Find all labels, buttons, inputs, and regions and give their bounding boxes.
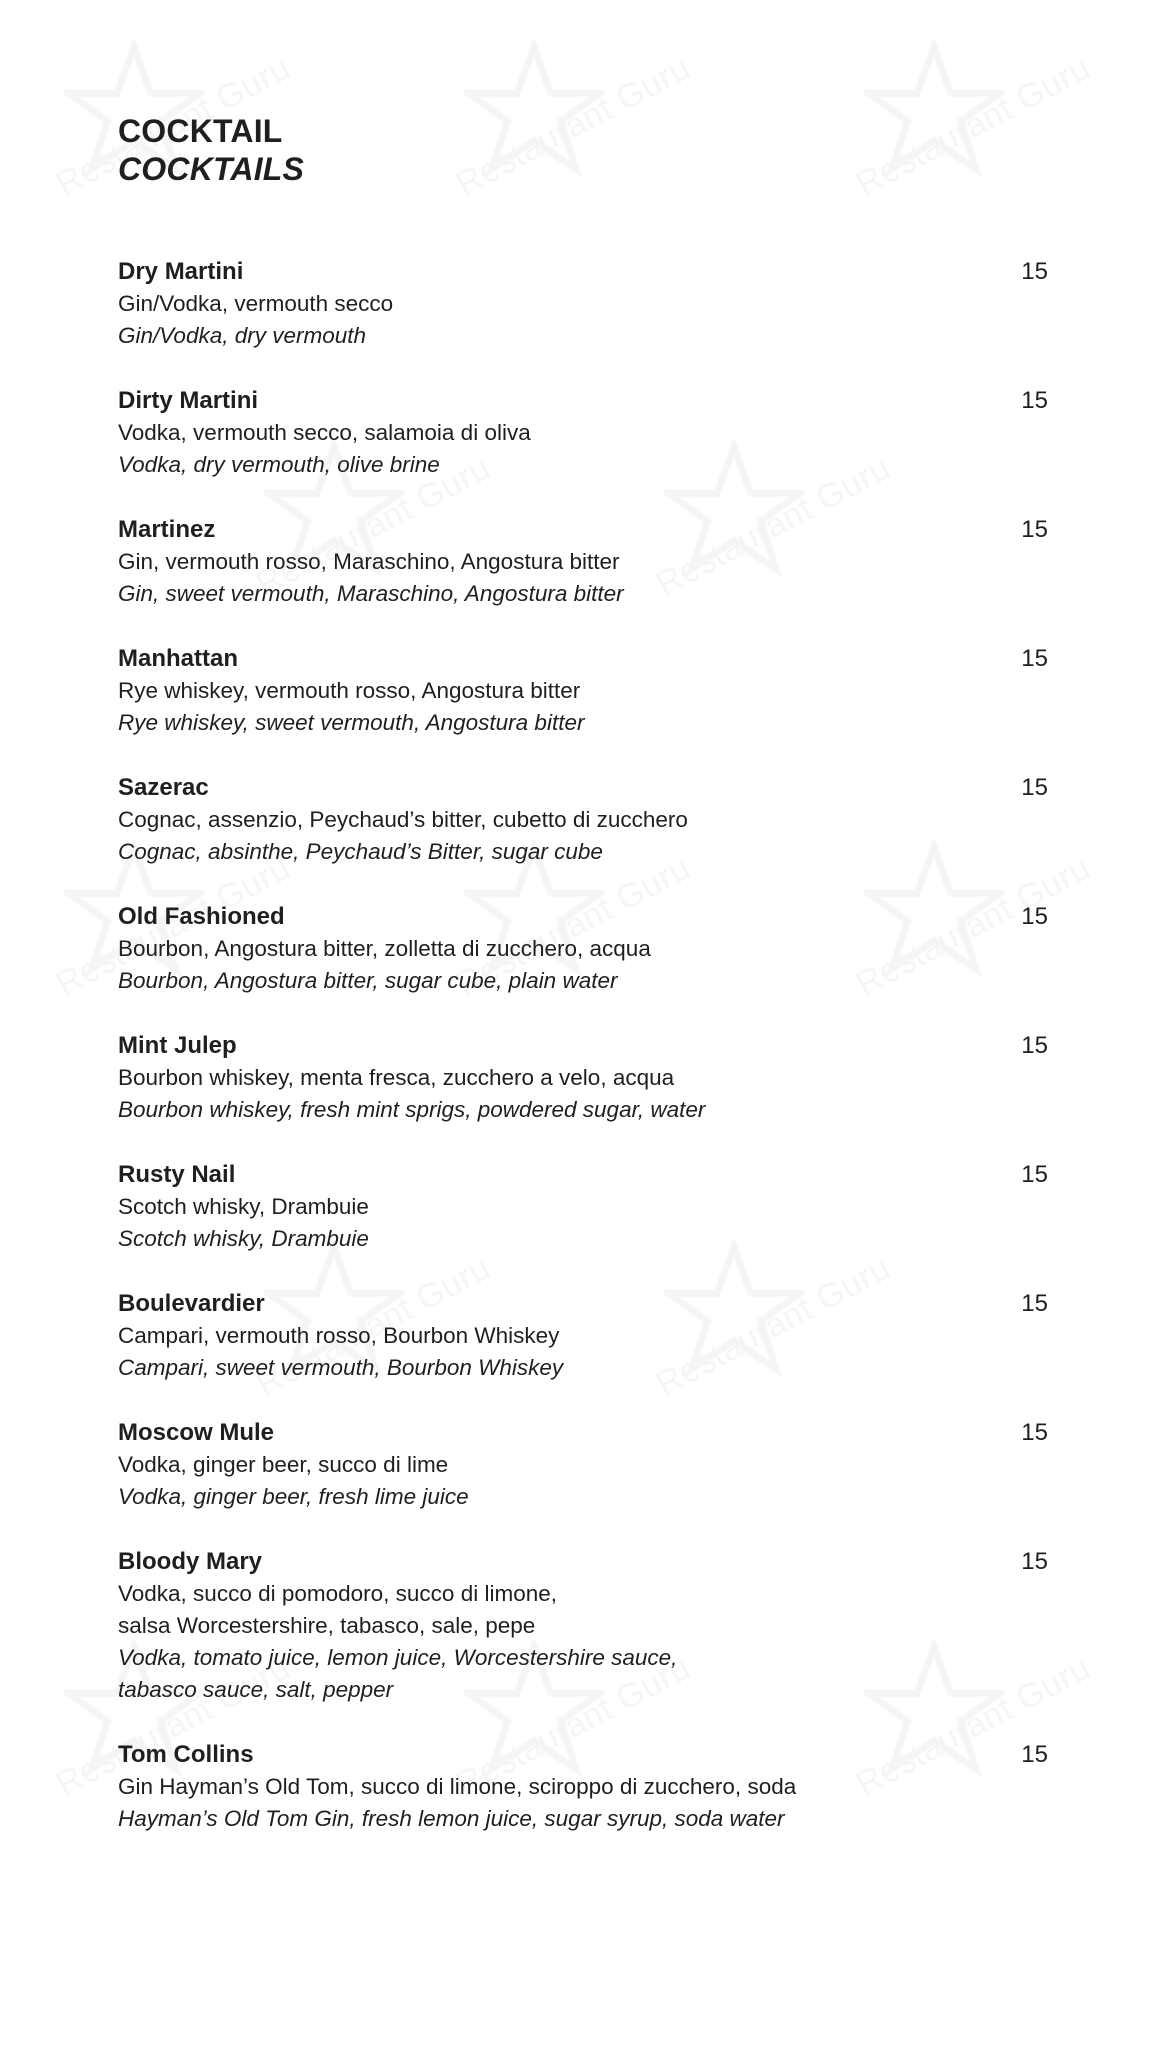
menu-item-name: Bloody Mary: [118, 1548, 263, 1575]
section-title-english: COCKTAILS: [118, 151, 305, 187]
menu-item-description-italian: [118, 933, 1048, 965]
description-line: Gin Hayman’s Old Tom, succo di limone, sciroppo di zucchero, soda: [118, 1774, 797, 1799]
description-line: tabasco sauce, salt, pepper: [118, 1677, 394, 1702]
menu-item-name: Rusty Nail: [118, 1161, 236, 1188]
menu-item-description-english: [118, 320, 1048, 352]
menu-item: [118, 385, 1048, 481]
description-line: Vodka, ginger beer, fresh lime juice: [118, 1484, 469, 1509]
menu-item-description-english: [118, 836, 1048, 868]
menu-item-description-english: [118, 578, 1048, 610]
menu-item-description-italian: [118, 804, 1048, 836]
menu-item-price: 15: [1021, 1419, 1048, 1446]
menu-item-description-italian: [118, 1320, 1048, 1352]
fork-star-icon: [864, 40, 1004, 180]
menu-item-description-italian: [118, 546, 1048, 578]
menu-item-description-english: [118, 449, 1048, 481]
menu-item: [118, 1288, 1048, 1384]
menu-item-description-english: [118, 1803, 1048, 1835]
description-line: Rye whiskey, sweet vermouth, Angostura bitter: [118, 710, 585, 735]
menu-item-price: 15: [1021, 516, 1048, 543]
menu-item-description-italian: [118, 1449, 1048, 1481]
menu-item-name: Mint Julep: [118, 1032, 237, 1059]
description-line: Bourbon whiskey, menta fresca, zucchero a velo, acqua: [118, 1065, 675, 1090]
menu-item-name: Martinez: [118, 516, 216, 543]
description-line: Campari, sweet vermouth, Bourbon Whiskey: [118, 1355, 564, 1380]
menu-item-name: Boulevardier: [118, 1290, 265, 1317]
menu-item: [118, 256, 1048, 352]
menu-item: [118, 1030, 1048, 1126]
menu-item-description-english: [118, 1642, 1048, 1706]
description-line: Hayman’s Old Tom Gin, fresh lemon juice, sugar syrup, soda water: [118, 1806, 785, 1831]
menu-item-description-english: [118, 1481, 1048, 1513]
menu-item-description-italian: [118, 675, 1048, 707]
menu-item-price: 15: [1021, 1032, 1048, 1059]
menu-item-description-italian: [118, 417, 1048, 449]
menu-item-name: Sazerac: [118, 774, 209, 801]
menu-item-name: Old Fashioned: [118, 903, 285, 930]
menu-item: [118, 1417, 1048, 1513]
menu-item: [118, 643, 1048, 739]
description-line: Bourbon, Angostura bitter, sugar cube, plain water: [118, 968, 618, 993]
description-line: Gin, sweet vermouth, Maraschino, Angostura bitter: [118, 581, 624, 606]
description-line: Cognac, absinthe, Peychaud’s Bitter, sugar cube: [118, 839, 603, 864]
menu-item-description-english: [118, 1352, 1048, 1384]
description-line: salsa Worcestershire, tabasco, sale, pepe: [118, 1613, 536, 1638]
menu-item-price: 15: [1021, 1290, 1048, 1317]
cocktail-list: [118, 256, 1048, 1868]
menu-item-price: 15: [1021, 1741, 1048, 1768]
description-line: Bourbon whiskey, fresh mint sprigs, powdered sugar, water: [118, 1097, 706, 1122]
description-line: Gin/Vodka, vermouth secco: [118, 291, 394, 316]
menu-item-description-english: [118, 1223, 1048, 1255]
menu-item-description-english: [118, 707, 1048, 739]
menu-item: [118, 1159, 1048, 1255]
menu-item-description-english: [118, 965, 1048, 997]
description-line: Vodka, succo di pomodoro, succo di limone,: [118, 1581, 557, 1606]
menu-item-description-italian: [118, 1771, 1048, 1803]
section-heading: [118, 112, 304, 188]
menu-item-price: 15: [1021, 1161, 1048, 1188]
menu-item: [118, 901, 1048, 997]
menu-item-description-italian: [118, 1062, 1048, 1094]
description-line: Vodka, tomato juice, lemon juice, Worcestershire sauce,: [118, 1645, 678, 1670]
menu-item: [118, 772, 1048, 868]
menu-item-price: 15: [1021, 645, 1048, 672]
menu-item-name: Manhattan: [118, 645, 238, 672]
menu-item: [118, 514, 1048, 610]
watermark-text: [850, 48, 1097, 204]
description-line: Gin/Vodka, dry vermouth: [118, 323, 367, 348]
description-line: Scotch whisky, Drambuie: [118, 1226, 369, 1251]
description-line: Vodka, vermouth secco, salamoia di oliva: [118, 420, 531, 445]
description-line: Vodka, ginger beer, succo di lime: [118, 1452, 449, 1477]
description-line: Cognac, assenzio, Peychaud’s bitter, cubetto di zucchero: [118, 807, 688, 832]
description-line: Campari, vermouth rosso, Bourbon Whiskey: [118, 1323, 560, 1348]
fork-star-icon: [464, 40, 604, 180]
menu-item-name: Dry Martini: [118, 258, 244, 285]
menu-item-description-italian: [118, 1578, 1048, 1642]
menu-item-price: 15: [1021, 1548, 1048, 1575]
menu-item-name: Moscow Mule: [118, 1419, 275, 1446]
description-line: Gin, vermouth rosso, Maraschino, Angostura bitter: [118, 549, 620, 574]
description-line: Vodka, dry vermouth, olive brine: [118, 452, 440, 477]
menu-item: [118, 1739, 1048, 1835]
menu-item-name: Dirty Martini: [118, 387, 259, 414]
description-line: Rye whiskey, vermouth rosso, Angostura bitter: [118, 678, 581, 703]
menu-item-name: Tom Collins: [118, 1741, 254, 1768]
watermark-text: [450, 48, 697, 204]
menu-item-price: 15: [1021, 774, 1048, 801]
section-title-italian: COCKTAIL: [118, 113, 283, 149]
description-line: Bourbon, Angostura bitter, zolletta di zucchero, acqua: [118, 936, 651, 961]
menu-item-description-italian: [118, 1191, 1048, 1223]
menu-item-description-italian: [118, 288, 1048, 320]
menu-item: [118, 1546, 1048, 1706]
menu-item-price: 15: [1021, 258, 1048, 285]
menu-item-description-english: [118, 1094, 1048, 1126]
menu-item-price: 15: [1021, 387, 1048, 414]
description-line: Scotch whisky, Drambuie: [118, 1194, 369, 1219]
menu-item-price: 15: [1021, 903, 1048, 930]
